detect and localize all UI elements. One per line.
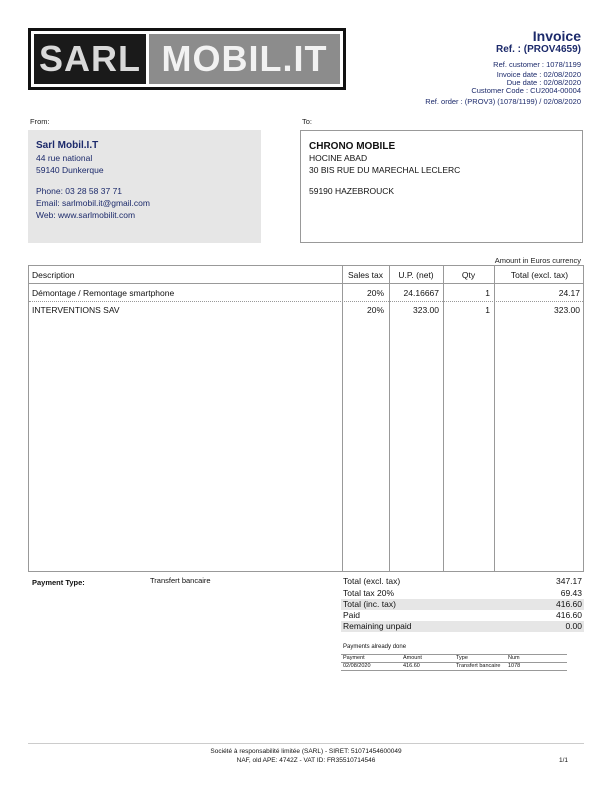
total-value: 416.60: [556, 599, 582, 609]
column-divider: [389, 266, 390, 571]
document-title: Invoice: [532, 28, 581, 44]
table-header-divider: [29, 283, 583, 284]
payment-date: 02/08/2020: [343, 663, 371, 669]
ref-order: Ref. order : (PROV3) (1078/1199) / 02/08/2020: [425, 97, 581, 106]
total-tax-row: [341, 588, 584, 599]
payments-divider: [341, 670, 567, 671]
item-qty: 1: [485, 288, 490, 298]
page-number: 1/1: [558, 757, 568, 764]
payments-header-amount: Amount: [403, 655, 422, 661]
from-label: From:: [30, 117, 50, 126]
total-label: Remaining unpaid: [343, 621, 412, 631]
customer-code: Customer Code : CU2004-00004: [471, 86, 581, 95]
footer-legal-line2: NAF, old APE: 4742Z - VAT ID: FR35510714546: [236, 757, 376, 764]
recipient-contact: HOCINE ABAD: [309, 153, 368, 163]
footer-legal-line1: Société à responsabilité limitée (SARL) - SIRET: 51071454600049: [210, 748, 402, 755]
total-label: Total tax 20%: [343, 588, 395, 598]
sender-web: Web: www.sarlmobilit.com: [36, 210, 136, 220]
total-value: 0.00: [565, 621, 582, 631]
total-value: 416.60: [556, 610, 582, 620]
ref-customer: Ref. customer : 1078/1199: [493, 60, 581, 69]
logo-left-text: SARL: [34, 34, 146, 84]
item-tax: 20%: [366, 305, 384, 315]
sender-name: Sarl Mobil.I.T: [36, 140, 99, 151]
header-description: Description: [32, 270, 75, 280]
payment-num: 1078: [508, 663, 521, 669]
items-table: [28, 265, 584, 572]
header-total: Total (excl. tax): [510, 270, 569, 280]
total-label: Total (excl. tax): [343, 576, 401, 586]
sender-email: Email: sarlmobil.it@gmail.com: [36, 198, 150, 208]
header-unit-price: U.P. (net): [398, 270, 434, 280]
item-description: INTERVENTIONS SAV: [32, 305, 120, 315]
invoice-date: Invoice date : 02/08/2020: [496, 70, 581, 79]
sender-box: [28, 130, 261, 243]
item-description: Démontage / Remontage smartphone: [32, 288, 175, 298]
payments-header-num: Num: [508, 655, 520, 661]
due-date: Due date : 02/08/2020: [506, 78, 581, 87]
footer-divider: [28, 743, 584, 744]
logo-right-text: MOBIL.IT: [149, 34, 340, 84]
payment-type-value: Transfert bancaire: [150, 576, 211, 585]
sender-address1: 44 rue national: [36, 153, 93, 163]
company-logo: [28, 28, 346, 90]
item-qty: 1: [485, 305, 490, 315]
column-divider: [494, 266, 495, 571]
paid-row: [341, 610, 584, 621]
header-sales-tax: Sales tax: [348, 270, 383, 280]
item-tax: 20%: [366, 288, 384, 298]
payments-divider: [341, 662, 567, 663]
recipient-box: [300, 130, 583, 243]
payment-amount: 416.60: [403, 663, 420, 669]
recipient-name: CHRONO MOBILE: [309, 141, 396, 152]
remaining-unpaid-row: [341, 621, 584, 632]
currency-note: Amount in Euros currency: [494, 256, 581, 265]
sender-phone: Phone: 03 28 58 37 71: [36, 186, 123, 196]
total-value: 347.17: [556, 576, 582, 586]
item-unit-price: 323.00: [413, 305, 439, 315]
payments-header-payment: Payment: [343, 655, 365, 661]
total-inc-tax-row: [341, 599, 584, 610]
sender-address2: 59140 Dunkerque: [36, 165, 104, 175]
to-label: To:: [302, 117, 313, 126]
recipient-address2: 59190 HAZEBROUCK: [309, 186, 395, 196]
recipient-address1: 30 BIS RUE DU MARECHAL LECLERC: [309, 165, 461, 175]
total-value: 69.43: [560, 588, 582, 598]
payments-header-type: Type: [456, 655, 468, 661]
column-divider: [443, 266, 444, 571]
total-label: Total (inc. tax): [343, 599, 396, 609]
total-label: Paid: [343, 610, 361, 620]
payment-type-label: Payment Type:: [32, 578, 85, 587]
item-unit-price: 24.16667: [403, 288, 439, 298]
payments-done-title: Payments already done: [343, 644, 407, 650]
payment-type: Transfert bancaire: [456, 663, 501, 669]
header-qty: Qty: [461, 270, 476, 280]
column-divider: [342, 266, 343, 571]
total-excl-tax-row: [341, 576, 584, 587]
payments-divider: [341, 654, 567, 655]
invoice-ref: Ref. : (PROV4659): [495, 44, 581, 55]
row-divider: [29, 301, 583, 302]
item-total: 24.17: [558, 288, 580, 298]
item-total: 323.00: [554, 305, 580, 315]
